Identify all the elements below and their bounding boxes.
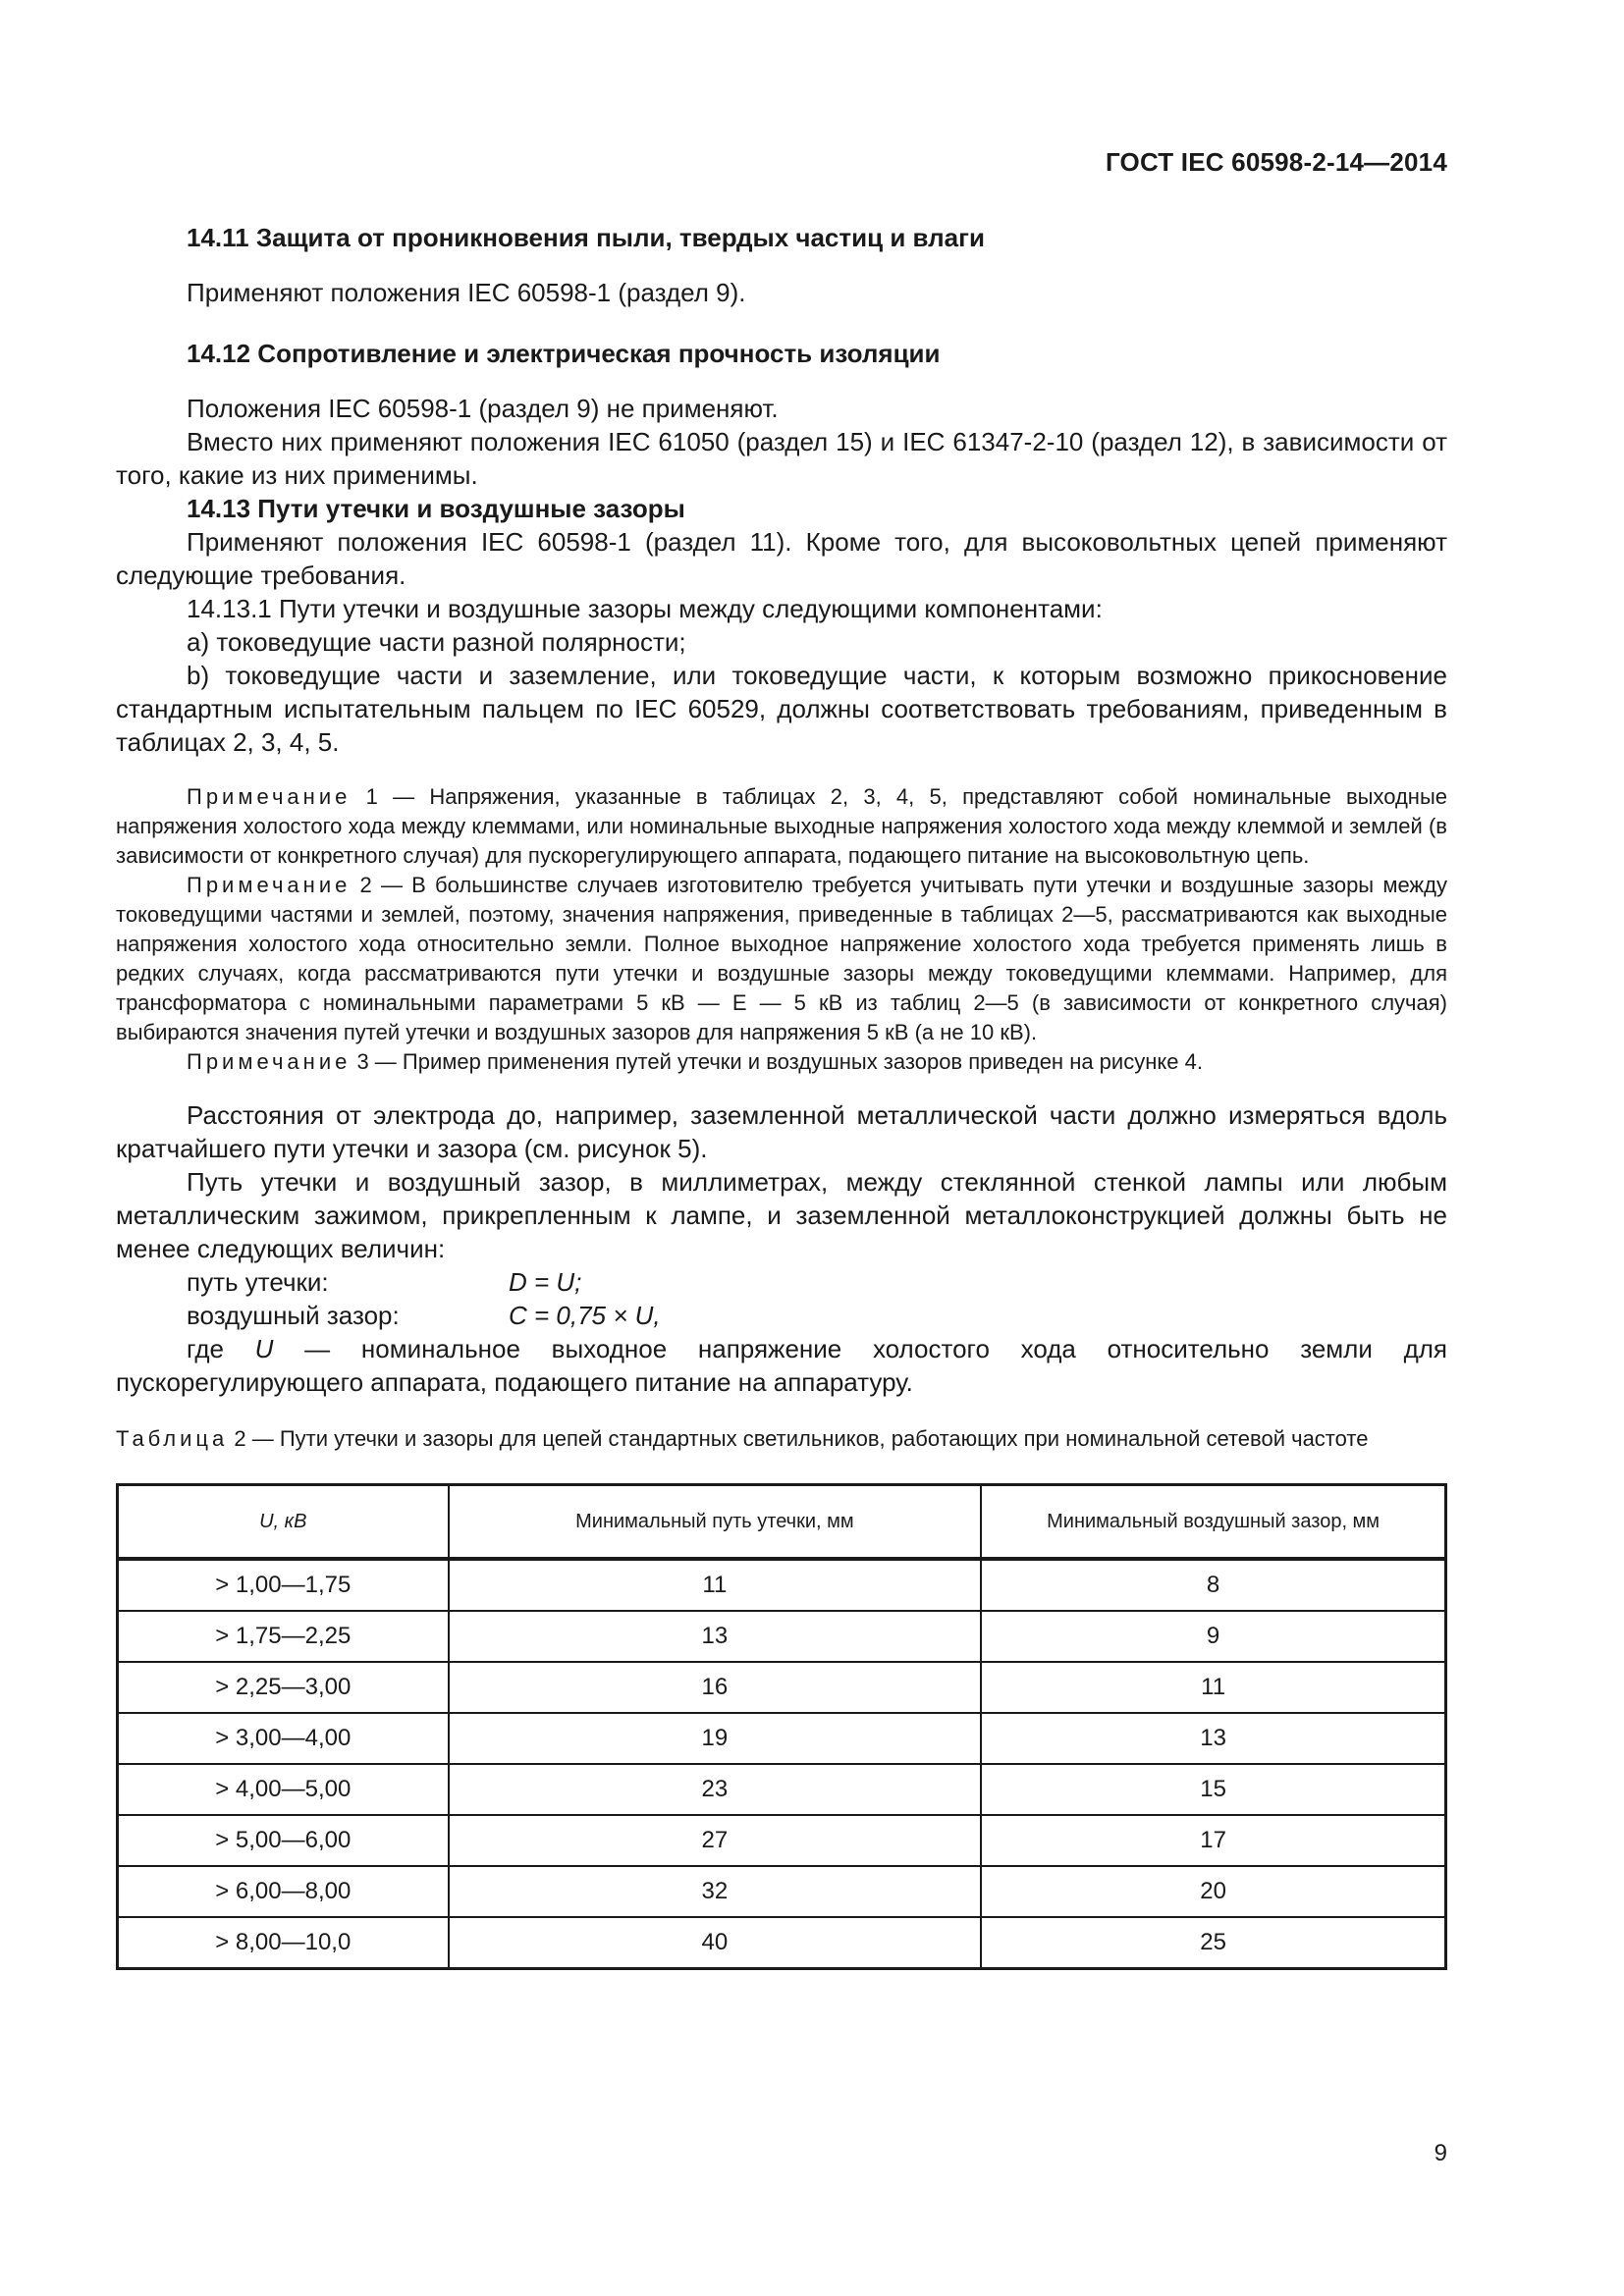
clearance-table (116, 1483, 1447, 1970)
cell-clearance: 11 (981, 1662, 1445, 1713)
cell-creepage: 23 (449, 1764, 982, 1815)
note-3 (116, 1047, 1447, 1077)
formula-clearance-label: воздушный зазор: (187, 1301, 400, 1330)
section-14-12-text-2: Вместо них применяют положения IEC 61050 (раздел 15) и IEC 61347-2-10 (раздел 12), в зависимости от того, какие из них применимы. (116, 427, 1447, 490)
leakage-paragraph: Путь утечки и воздушный зазор, в миллиметрах, между стеклянной стенкой лампы или любым металлическим зажимом, прикрепленным к лампе, и заземленной металлоконструкцией должны быть не менее следующих величин: (116, 1167, 1447, 1263)
table-row (118, 1815, 1446, 1866)
table-row (118, 1559, 1446, 1611)
table-row (118, 1713, 1446, 1764)
cell-clearance: 8 (981, 1559, 1445, 1611)
cell-creepage: 19 (449, 1713, 982, 1764)
cell-creepage: 32 (449, 1866, 982, 1917)
table-header-row (118, 1485, 1446, 1560)
list-item-b: b) токоведущие части и заземление, или токоведущие части, к которым возможно прикосновение стандартным испытательным пальцем по IEC 60529, должны соответствовать требованиям, приведенным в таблицах 2, 3, 4, 5. (116, 661, 1447, 757)
where-paragraph (116, 1332, 1447, 1399)
document-code-header: ГОСТ IEC 60598-2-14—2014 (1105, 147, 1447, 177)
cell-voltage: > 4,00—5,00 (118, 1764, 449, 1815)
cell-creepage: 11 (449, 1559, 982, 1611)
table-caption-text: 2 — Пути утечки и зазоры для цепей стандартных светильников, работающих при номинальной сетевой частоте (228, 1426, 1369, 1451)
section-14-11-text: Применяют положения IEC 60598-1 (раздел 9). (187, 278, 746, 307)
note-3-text: 3 — Пример применения путей утечки и воздушных зазоров приведен на рисунке 4. (351, 1049, 1203, 1074)
header-clearance: Минимальный воздушный зазор, мм (981, 1485, 1445, 1560)
note-2 (116, 871, 1447, 1047)
formula-clearance-expr: C = 0,75 × U, (509, 1301, 661, 1330)
table-row (118, 1917, 1446, 1969)
formula-creepage-label: путь утечки: (187, 1267, 329, 1297)
cell-clearance: 17 (981, 1815, 1445, 1866)
cell-voltage: > 6,00—8,00 (118, 1866, 449, 1917)
note-1 (116, 782, 1447, 871)
note-2-text: 2 — В большинстве случаев изготовителю требуется учитывать пути утечки и воздушные зазоры между токоведущими частями и землей, поэтому, значения напряжения, приведенные в таблицах 2—5, рассматриваются как выходные напряжения холостого хода относительно земли. Полное выходное напряжение холостого хода требуется применять лишь в редких случаях, когда рассматриваются пути утечки и воздушные зазоры между токоведущими клеммами. Например, для трансформатора с номинальными параметрами 5 кВ — E — 5 кВ из таблиц 2—5 (в зависимости от конкретного случая) выбираются значения путей утечки и воздушных зазоров для напряжения 5 кВ (а не 10 кВ). (116, 873, 1447, 1044)
formula-clearance (116, 1299, 1447, 1332)
cell-voltage: > 2,25—3,00 (118, 1662, 449, 1713)
note-1-text: 1 — Напряжения, указанные в таблицах 2, 3, 4, 5, представляют собой номинальные выходные напряжения холостого хода между клеммами, или номинальные выходные напряжения холостого хода между клеммой и землей (в зависимости от конкретного случая) для пускорегулирующего аппарата, подающего питание на высоковольтную цепь. (116, 784, 1447, 868)
header-creepage: Минимальный путь утечки, мм (449, 1485, 982, 1560)
cell-voltage: > 3,00—4,00 (118, 1713, 449, 1764)
cell-voltage: > 5,00—6,00 (118, 1815, 449, 1866)
cell-creepage: 27 (449, 1815, 982, 1866)
table-row (118, 1866, 1446, 1917)
section-14-12-text-1: Положения IEC 60598-1 (раздел 9) не применяют. (187, 394, 779, 423)
cell-voltage: > 1,00—1,75 (118, 1559, 449, 1611)
cell-clearance: 20 (981, 1866, 1445, 1917)
cell-clearance: 13 (981, 1713, 1445, 1764)
header-voltage (118, 1485, 449, 1560)
section-14-13-text-1: Применяют положения IEC 60598-1 (раздел 11). Кроме того, для высоковольтных цепей применяют следующие требования. (116, 527, 1447, 590)
cell-creepage: 13 (449, 1611, 982, 1662)
section-14-13-title: 14.13 Пути утечки и воздушные зазоры (187, 494, 685, 523)
cell-creepage: 16 (449, 1662, 982, 1713)
where-variable: U (254, 1334, 274, 1363)
formula-creepage-expr: D = U; (509, 1267, 582, 1297)
cell-clearance: 9 (981, 1611, 1445, 1662)
section-14-12-title: 14.12 Сопротивление и электрическая прочность изоляции (187, 339, 941, 368)
cell-creepage: 40 (449, 1917, 982, 1969)
where-text: — номинальное выходное напряжение холостого хода относительно земли для пускорегулирующего аппарата, подающего питание на аппаратуру. (116, 1334, 1447, 1397)
note-2-label: Примечание (187, 873, 352, 897)
page-number: 9 (1434, 2140, 1447, 2166)
list-item-a: а) токоведущие части разной полярности; (187, 627, 686, 657)
note-3-label: Примечание (187, 1049, 352, 1074)
table-row (118, 1764, 1446, 1815)
page-content (116, 221, 1447, 1970)
table-row (118, 1662, 1446, 1713)
cell-clearance: 15 (981, 1764, 1445, 1815)
cell-clearance: 25 (981, 1917, 1445, 1969)
note-1-label: Примечание (187, 784, 352, 809)
formula-creepage (116, 1265, 1447, 1299)
cell-voltage: > 8,00—10,0 (118, 1917, 449, 1969)
section-14-11-title: 14.11 Защита от проникновения пыли, твердых частиц и влаги (187, 223, 985, 252)
table-caption-label: Таблица (116, 1426, 229, 1451)
table-row (118, 1611, 1446, 1662)
distance-paragraph: Расстояния от электрода до, например, заземленной металлической части должно измеряться вдоль кратчайшего пути утечки и зазора (см. рисунок 5). (116, 1100, 1447, 1163)
section-14-13-1-text: 14.13.1 Пути утечки и воздушные зазоры между следующими компонентами: (187, 594, 1103, 623)
where-prefix: где (187, 1334, 255, 1363)
cell-voltage: > 1,75—2,25 (118, 1611, 449, 1662)
table-caption (116, 1424, 1447, 1454)
header-voltage-text: U, кВ (259, 1511, 307, 1532)
